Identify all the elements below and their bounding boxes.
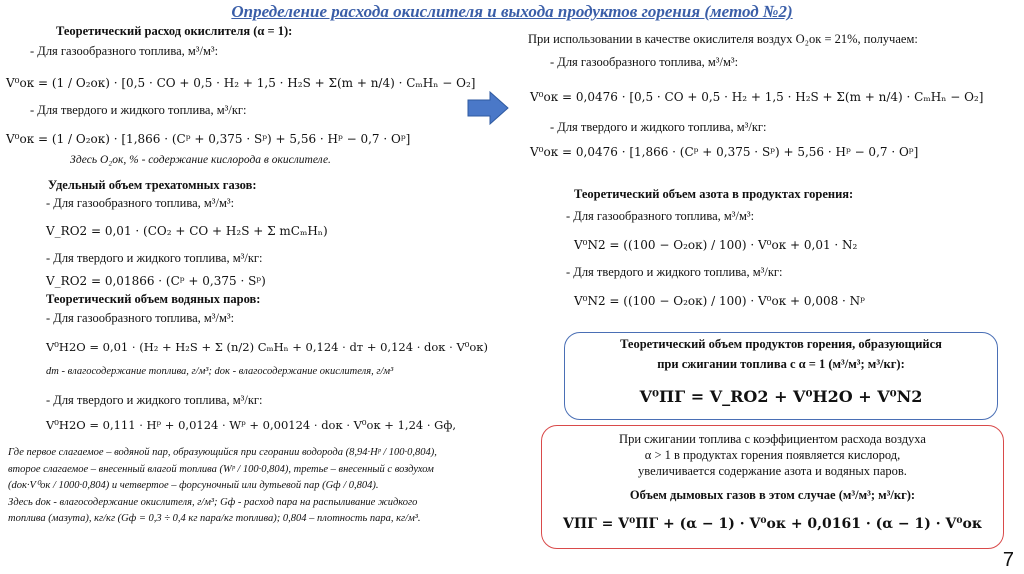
water-gas-formula: V⁰H2O = 0,01 · (H₂ + H₂S + Σ (n/2) CₘHₙ + 0,124 · dт + 0,124 · dок · V⁰ок) (46, 340, 488, 354)
triatomic-heading: Удельный объем трехатомных газов: (48, 178, 257, 192)
air-intro: При использовании в качестве окислителя воздух O₂ок = 21%, получаем: (528, 32, 918, 46)
right-arrow-icon (466, 90, 510, 126)
red-box-line-3: увеличивается содержание азота и водяных паров. (638, 464, 907, 478)
right-solid-label: - Для твердого и жидкого топлива, м³/кг: (550, 120, 767, 134)
triatomic-solid-formula: V_RO2 = 0,01866 · (Cᵖ + 0,375 · Sᵖ) (46, 274, 266, 288)
explain-line-3: (dок·V⁰ок / 1000·0,804) и четвертое – форсуночный или дутьевой пар (Gф / 0,804). (8, 480, 379, 491)
blue-box-formula: V⁰ПГ = V_RO2 + V⁰H2O + V⁰N2 (639, 387, 923, 406)
water-solid-label: - Для твердого и жидкого топлива, м³/кг: (46, 393, 263, 407)
right-gas-label: - Для газообразного топлива, м³/м³: (550, 55, 739, 69)
page-number: 7 (1002, 549, 1014, 571)
oxidizer-heading: Теоретический расход окислителя (α = 1): (56, 24, 293, 38)
red-box-line-1: При сжигании топлива с коэффициентом расхода воздуха (619, 432, 926, 446)
explain-line-1: Где первое слагаемое – водяной пар, образующийся при сгорании водорода (8,94·Hᵖ / 100·0,804), (8, 447, 437, 458)
oxygen-note: Здесь O₂ок, % - содержание кислорода в окислителе. (70, 154, 331, 166)
right-solid-formula: V⁰ок = 0,0476 · [1,866 · (Cᵖ + 0,375 · Sᵖ) + 5,56 · Hᵖ − 0,7 · Oᵖ] (530, 145, 919, 159)
nitrogen-gas-label: - Для газообразного топлива, м³/м³: (566, 209, 755, 223)
blue-box-line-1: Теоретический объем продуктов горения, образующийся (620, 337, 942, 351)
left-gas-label: - Для газообразного топлива, м³/м³: (30, 44, 219, 58)
triatomic-solid-label: - Для твердого и жидкого топлива, м³/кг: (46, 251, 263, 265)
excess-air-box (541, 425, 1004, 549)
triatomic-gas-label: - Для газообразного топлива, м³/м³: (46, 196, 235, 210)
left-solid-formula: V⁰ок = (1 / O₂ок) · [1,866 · (Cᵖ + 0,375 · Sᵖ) + 5,56 · Hᵖ − 0,7 · Oᵖ] (6, 132, 411, 146)
red-box-formula: VПГ = V⁰ПГ + (α − 1) · V⁰ок + 0,0161 · (α − 1) · V⁰ок (563, 516, 982, 532)
water-gas-label: - Для газообразного топлива, м³/м³: (46, 311, 235, 325)
water-explanation (8, 445, 528, 528)
left-solid-label: - Для твердого и жидкого топлива, м³/кг: (30, 103, 247, 117)
moisture-note: dт - влагосодержание топлива, г/м³; dок - влагосодержание окислителя, г/м³ (46, 366, 394, 377)
right-gas-formula: V⁰ок = 0,0476 · [0,5 · CO + 0,5 · H₂ + 1,5 · H₂S + Σ(m + n/4) · CₘHₙ − O₂] (530, 90, 984, 104)
blue-box-line-2: при сжигании топлива с α = 1 (м³/м³; м³/кг): (657, 357, 905, 371)
nitrogen-solid-label: - Для твердого и жидкого топлива, м³/кг: (566, 265, 783, 279)
explain-line-4: Здесь dок - влагосодержание окислителя, г/м³; Gф - расход пара на распыливание жидкого (8, 496, 418, 508)
nitrogen-heading: Теоретический объем азота в продуктах горения: (574, 187, 854, 201)
theoretical-products-box (564, 332, 998, 420)
explain-line-5: топлива (мазута), кг/кг (Gф = 0,3 ÷ 0,4 кг пара/кг топлива); 0,804 – плотность пара, кг/м³. (8, 513, 421, 524)
nitrogen-gas-formula: V⁰N2 = ((100 − O₂ок) / 100) · V⁰ок + 0,01 · N₂ (574, 238, 858, 252)
page-title: Определение расхода окислителя и выхода продуктов горения (метод №2) (231, 2, 793, 21)
nitrogen-solid-formula: V⁰N2 = ((100 − O₂ок) / 100) · V⁰ок + 0,008 · Nᵖ (574, 294, 865, 308)
water-solid-formula: V⁰H2O = 0,111 · Hᵖ + 0,0124 · Wᵖ + 0,00124 · dок · V⁰ок + 1,24 · Gф, (46, 418, 457, 432)
red-box-line-2: α > 1 в продуктах горения появляется кислород, (644, 448, 901, 462)
explain-line-2: второе слагаемое – внесенный влагой топлива (Wᵖ / 100·0,804), третье – внесенный с воздухом (8, 463, 434, 475)
red-box-line-4: Объем дымовых газов в этом случае (м³/м³; м³/кг): (629, 488, 916, 502)
triatomic-gas-formula: V_RO2 = 0,01 · (CO₂ + CO + H₂S + Σ mCₘHₙ) (46, 224, 328, 238)
water-heading: Теоретический объем водяных паров: (46, 292, 261, 306)
left-gas-formula: V⁰ок = (1 / O₂ок) · [0,5 · CO + 0,5 · H₂ + 1,5 · H₂S + Σ(m + n/4) · CₘHₙ − O₂] (6, 76, 476, 90)
